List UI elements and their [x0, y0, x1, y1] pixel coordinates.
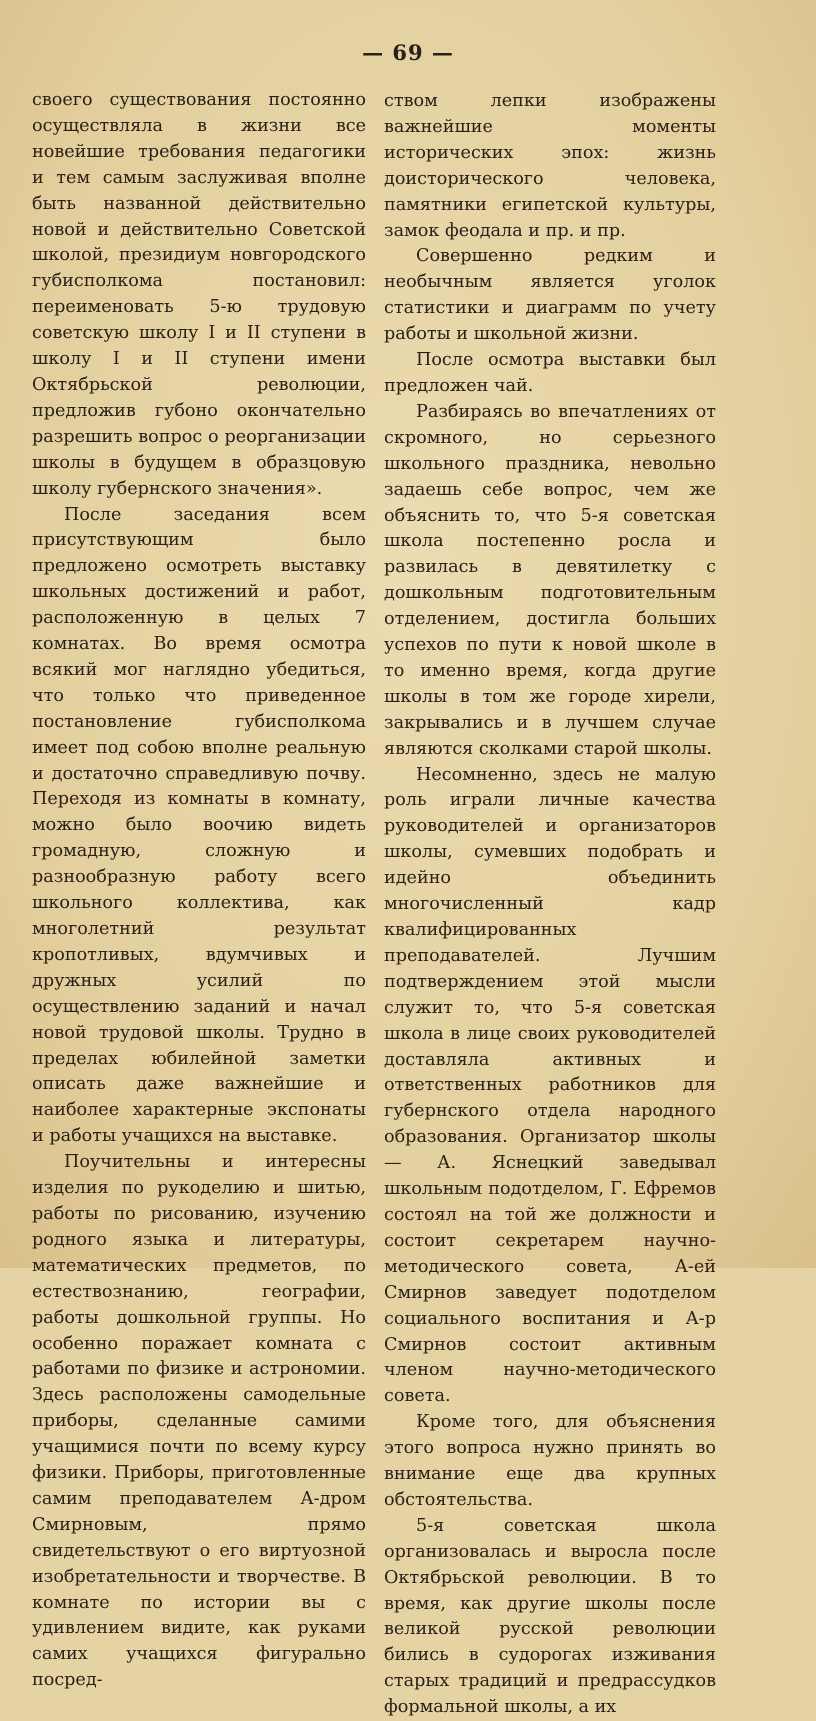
paragraph: После заседания всем присутствующим было предложено осмотреть выставку школьных достижений и работ, расположенную в целых 7 комнатах. Во время осмотра всякий мог наглядно убедиться, что только что приведенное постановление губисполкома имеет под собою вполне реальную и достаточно справедливую почву. Переходя из комнаты в комнату, можно было воочию видеть громадную, сложную и разнообразную работу всего школьного коллектива, как многолетний результат кропотливых, вдумчивых и дружных усилий по осуществлению заданий и начал новой трудовой школы. Трудно в пределах юбилейной заметки описать даже важнейшие и наиболее характерные экспонаты и работы учащихся на выставке. — [32, 504, 366, 1147]
paragraph: ством лепки изображены важнейшие моменты исторических эпох: жизнь доисторического человека, памятники египетской культуры, замок феодала и пр. и пр. — [384, 91, 716, 241]
paragraph: После осмотра выставки был предложен чай. — [384, 350, 716, 396]
left-column — [32, 88, 366, 1694]
right-column — [384, 89, 716, 1721]
paragraph: Разбираясь во впечатлениях от скромного, но серьезного школьного праздника, невольно задаешь себе вопрос, чем же объяснить то, что 5-я советская школа постепенно росла и развилась в девятилетку с дошкольным подготовительным отделением, достигла больших успехов по пути к новой школе в то именно время, когда другие школы в том же городе хирели, закрывались и в лучшем случае являются сколками старой школы. — [384, 401, 716, 759]
page-number: — 69 — — [362, 40, 454, 65]
paragraph: 5-я советская школа организовалась и выросла после Октябрьской революции. В то время, как другие школы после великой русской революции бились в судорогах изживания старых традиций и предрассудков формальной школы, а их — [384, 1515, 716, 1718]
paragraph: Кроме того, для объяснения этого вопроса нужно принять во внимание еще два крупных обстоятельства. — [384, 1412, 716, 1510]
paragraph: Поучительны и интересны изделия по рукоделию и шитью, работы по рисованию, изучению родного языка и литературы, математических предметов, по естествознанию, географии, работы дошкольной группы. Но особенно поражает комната с работами по физике и астрономии. Здесь расположены самодельные приборы, сделанные самими учащимися почти по всему курсу физики. Приборы, приготовленные самим преподавателем А-дром Смирновым, прямо свидетельствуют о его виртуозной изобретательности и творчестве. В комнате по истории вы с удивлением видите, как руками самих учащихся фигурально посред- — [32, 1152, 366, 1691]
paragraph: Совершенно редким и необычным является уголок статистики и диаграмм по учету работы и школьной жизни. — [384, 246, 716, 345]
paragraph: Несомненно, здесь не малую роль играли личные качества руководителей и организаторов школы, сумевших подобрать и идейно объединить многочисленный кадр квалифицированных преподавателей. Лучшим подтверждением этой мысли служит то, что 5-я советская школа в лице своих руководителей доставляла активных и ответственных работников для губернского отдела народного образования. Организатор школы— А. Яснецкий заведывал школьным подотделом, Г. Ефремов состоял на той же должности и состоит секретарем научно-методического совета, А-ей Смирнов заведует подотделом социального воспитания и А-р Смирнов состоит активным членом научно-методического совета. — [384, 764, 716, 1407]
paragraph: своего существования постоянно осуществляла в жизни все новейшие требования педагогики и тем самым заслуживая вполне быть названной действительно новой и действительно Советской школой, президиум новгородского губисполкома постановил: переименовать 5-ю трудовую советскую школу I и II ступени в школу I и II ступени имени Октябрьской революции, предложив губоно окончательно разрешить вопрос о реорганизации школы в будущем в образцовую школу губернского значения». — [32, 90, 366, 499]
